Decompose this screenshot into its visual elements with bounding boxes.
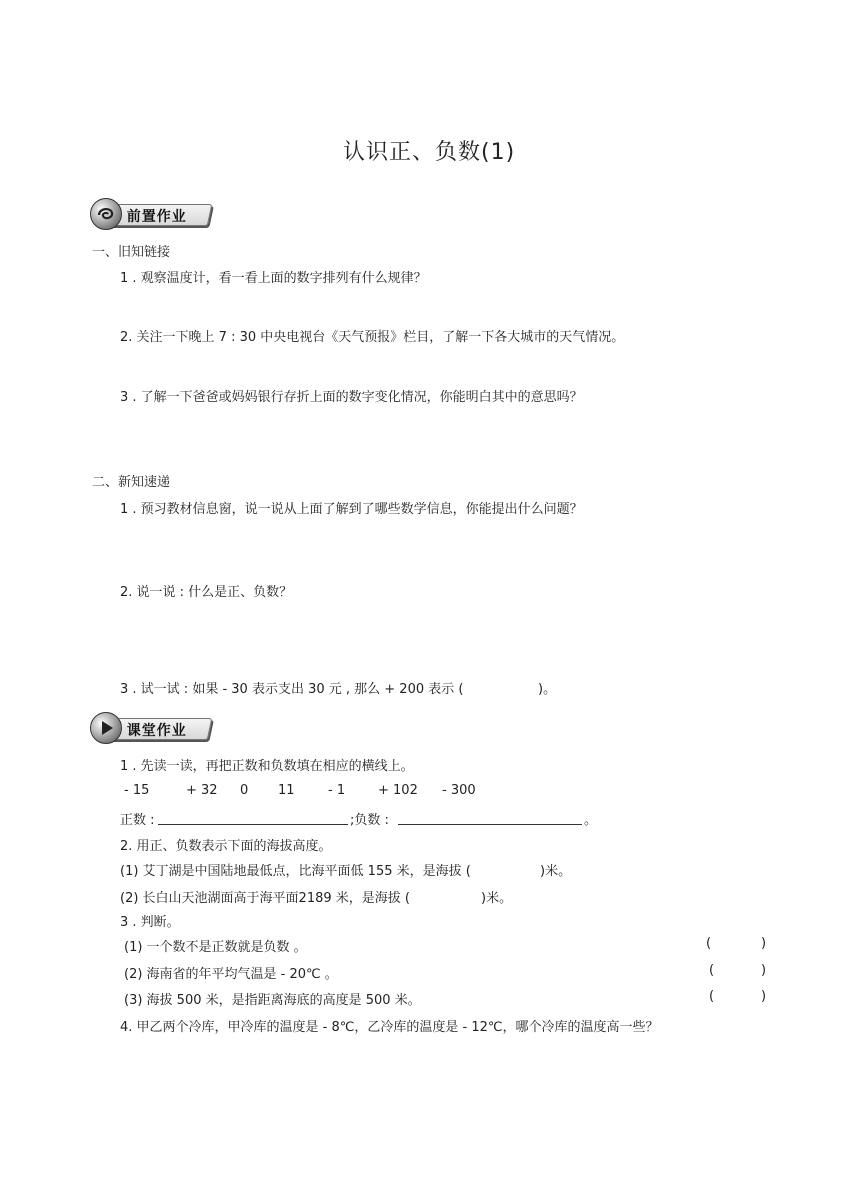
positive-answer-line[interactable] [158, 810, 348, 825]
page-title: 认识正、负数(1) [343, 140, 516, 165]
section-heading-new: 二、新知速递 [92, 475, 171, 490]
question-text: 3 . 了解一下爸爸或妈妈银行存折上面的数字变化情况，你能明白其中的意思吗？ [120, 390, 583, 405]
number-item: - 300 [442, 783, 476, 798]
judge-paren-close: ) [761, 936, 767, 951]
question-text: 2. 关注一下晚上 7 : 30 中央电视台《天气预报》栏目，了解一下各大城市的天气情况。 [120, 330, 625, 345]
question-text: 2. 用正、负数表示下面的海拔高度。 [120, 839, 332, 854]
answer-paren-close: )米。 [481, 891, 513, 906]
judge-paren-open: ( [709, 989, 715, 1004]
swirl-badge-icon [90, 198, 122, 230]
badge-prework-label: 前置作业 [126, 209, 187, 225]
judge-item: (2) 海南省的年平均气温是 - 20℃ 。 [124, 967, 338, 982]
section-heading-review: 一、旧知链接 [92, 245, 171, 260]
badge-prework [90, 198, 210, 228]
positive-label: 正数 : [120, 813, 155, 828]
judge-paren-open: ( [709, 963, 715, 978]
play-badge-icon [90, 712, 122, 744]
number-item: - 1 [328, 783, 346, 798]
answer-paren-close: )。 [538, 682, 557, 697]
question-text: 2. 说一说 : 什么是正、负数？ [120, 585, 293, 600]
end-mark: 。 [584, 813, 598, 828]
question-text: 3 . 试一试 : 如果 - 30 表示支出 30 元 , 那么 + 200 表示 ( [120, 682, 464, 697]
question-text: (1) 艾丁湖是中国陆地最低点，比海平面低 155 米，是海拔 ( [120, 864, 471, 879]
number-item: + 32 [186, 783, 218, 798]
number-item: + 102 [378, 783, 418, 798]
number-item: 11 [278, 783, 295, 798]
question-text: 1 . 预习教材信息窗，说一说从上面了解到了哪些数学信息，你能提出什么问题？ [120, 502, 583, 517]
badge-classwork [90, 712, 210, 742]
judge-paren-open: ( [706, 936, 712, 951]
question-text: 3 . 判断。 [120, 915, 180, 930]
badge-classwork-label: 课堂作业 [126, 723, 187, 739]
question-text: 4. 甲乙两个冷库，甲冷库的温度是 - 8℃，乙冷库的温度是 - 12℃，哪个冷库的温度高一些？ [120, 1020, 659, 1035]
judge-item: (3) 海拔 500 米，是指距离海底的高度是 500 米。 [124, 993, 421, 1008]
negative-label: ;负数 : [350, 813, 389, 828]
judge-paren-close: ) [761, 963, 767, 978]
number-item: - 15 [124, 783, 150, 798]
negative-answer-line[interactable] [398, 810, 582, 825]
judge-item: (1) 一个数不是正数就是负数 。 [124, 940, 307, 955]
number-item: 0 [240, 783, 249, 798]
question-text: 1 . 观察温度计，看一看上面的数字排列有什么规律？ [120, 271, 427, 286]
judge-paren-close: ) [761, 989, 767, 1004]
question-text: 1 . 先读一读，再把正数和负数填在相应的横线上。 [120, 759, 414, 774]
answer-paren-close: )米。 [540, 864, 572, 879]
question-text: (2) 长白山天池湖面高于海平面2189 米，是海拔 ( [120, 891, 410, 906]
